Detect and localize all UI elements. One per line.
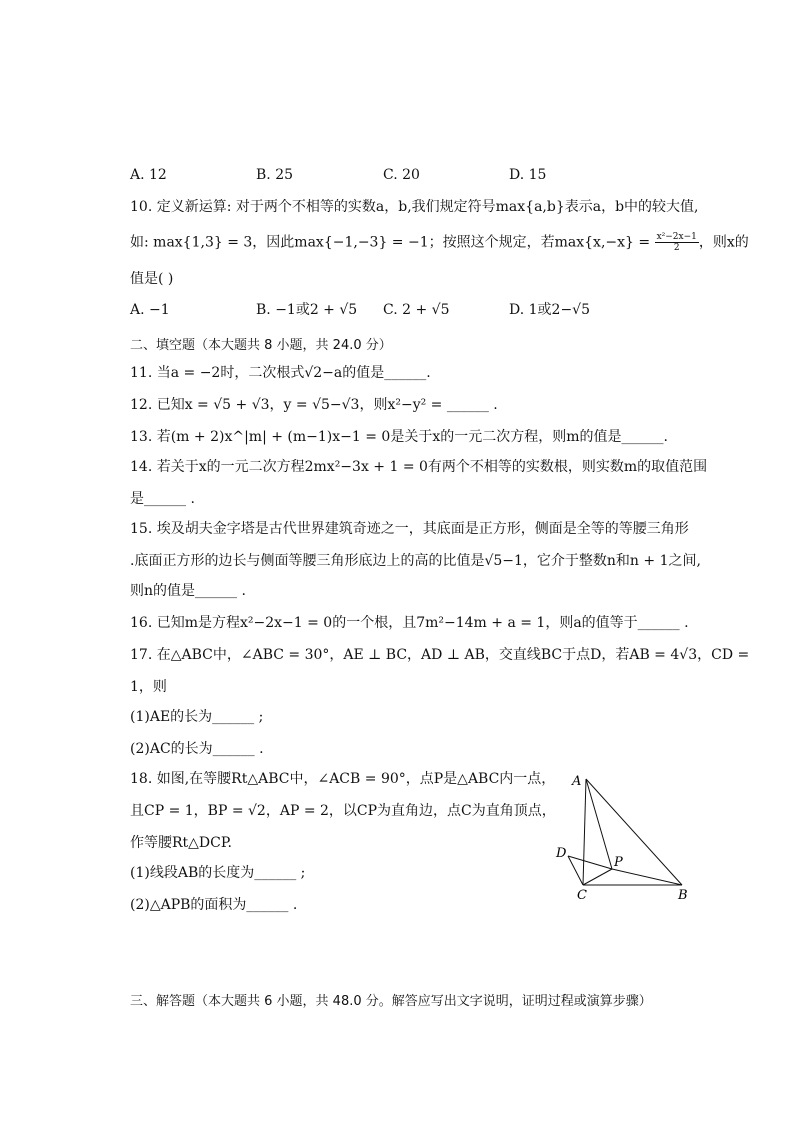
q9-option-b: B. 25 — [256, 167, 294, 183]
q10-line3: 值是( ) — [130, 271, 174, 287]
q10-option-a: A. −1 — [130, 302, 170, 318]
segment-bp — [612, 869, 682, 885]
segment-dp — [568, 856, 612, 869]
q10-line2-b: ，则x的 — [698, 234, 749, 251]
q15-line3: 则n的值是______ . — [130, 583, 246, 599]
q12: 12. 已知x = √5 + √3，y = √5−√3，则x²−y² = ______ . — [130, 397, 498, 413]
q13: 13. 若(m + 2)x^|m| + (m−1)x−1 = 0是关于x的一元二次方程，则m的值是______. — [130, 429, 668, 445]
q9-option-c: C. 20 — [383, 167, 420, 183]
label-c: C — [577, 888, 587, 903]
segment-ab — [586, 779, 682, 885]
section3-heading: 三、解答题（本大题共 6 小题，共 48.0 分。解答应写出文字说明，证明过程或演算步骤） — [130, 994, 652, 1009]
q11: 11. 当a = −2时，二次根式√2−a的值是______. — [130, 365, 431, 381]
q10-option-d: D. 1或2−√5 — [509, 302, 590, 318]
q10-line2 — [130, 232, 749, 253]
q18-line1: 18. 如图,在等腰Rt△ABC中，∠ACB = 90°，点P是△ABC内一点， — [130, 771, 556, 787]
q15-line1: 15. 埃及胡夫金字塔是古代世界建筑奇迹之一，其底面是正方形，侧面是全等的等腰三角形 — [130, 521, 689, 537]
q17-line3: (1)AE的长为______ ; — [130, 709, 264, 725]
q15-line2: .底面正方形的边长与侧面等腰三角形底边上的高的比值是√5−1，它介于整数n和n + 1之间, — [130, 553, 701, 569]
segment-dc — [568, 856, 583, 885]
q10-frac-num: x²−2x−1 — [656, 232, 697, 242]
label-a: A — [572, 774, 582, 789]
q9-option-a: A. 12 — [130, 167, 167, 183]
label-p: P — [614, 855, 623, 870]
q14-line2: 是______ . — [130, 491, 195, 507]
q9-option-d: D. 15 — [509, 167, 547, 183]
q17-line2: 1，则 — [130, 679, 167, 695]
q14-line1: 14. 若关于x的一元二次方程2mx²−3x + 1 = 0有两个不相等的实数根，则实数m的取值范围 — [130, 459, 708, 475]
q17-line1: 17. 在△ABC中，∠ABC = 30°，AE ⊥ BC，AD ⊥ AB，交直线BC于点D，若AB = 4√3，CD = — [130, 647, 750, 663]
q18-line5: (2)△APB的面积为______ . — [130, 897, 298, 913]
q18-line2: 且CP = 1，BP = √2，AP = 2，以CP为直角边，点C为直角顶点， — [130, 803, 556, 819]
q18-line3: 作等腰Rt△DCP. — [130, 835, 232, 851]
q17-line4: (2)AC的长为______ . — [130, 741, 264, 757]
segment-cp — [583, 869, 612, 885]
q10-frac-den: 2 — [673, 243, 680, 253]
q18-figure — [550, 765, 700, 905]
q10-option-b: B. −1或2 + √5 — [256, 302, 358, 318]
q10-line2-a: 如: max{1,3} = 3，因此max{−1,−3} = −1；按照这个规定，若max{x,−x} = — [130, 234, 655, 251]
section2-heading: 二、填空题（本大题共 8 小题，共 24.0 分） — [130, 338, 392, 353]
segment-ac — [583, 779, 586, 885]
q10-option-c: C. 2 + √5 — [383, 302, 450, 318]
q16: 16. 已知m是方程x²−2x−1 = 0的一个根，且7m²−14m + a = 1，则a的值等于______ . — [130, 615, 689, 631]
segment-ap — [586, 779, 612, 869]
q10-line1: 10. 定义新运算: 对于两个不相等的实数a，b,我们规定符号max{a,b}表示a，b中的较大值, — [130, 199, 699, 215]
label-b: B — [678, 888, 688, 903]
q10-fraction — [655, 232, 699, 253]
label-d: D — [556, 846, 567, 861]
q18-line4: (1)线段AB的长度为______ ; — [130, 865, 306, 881]
